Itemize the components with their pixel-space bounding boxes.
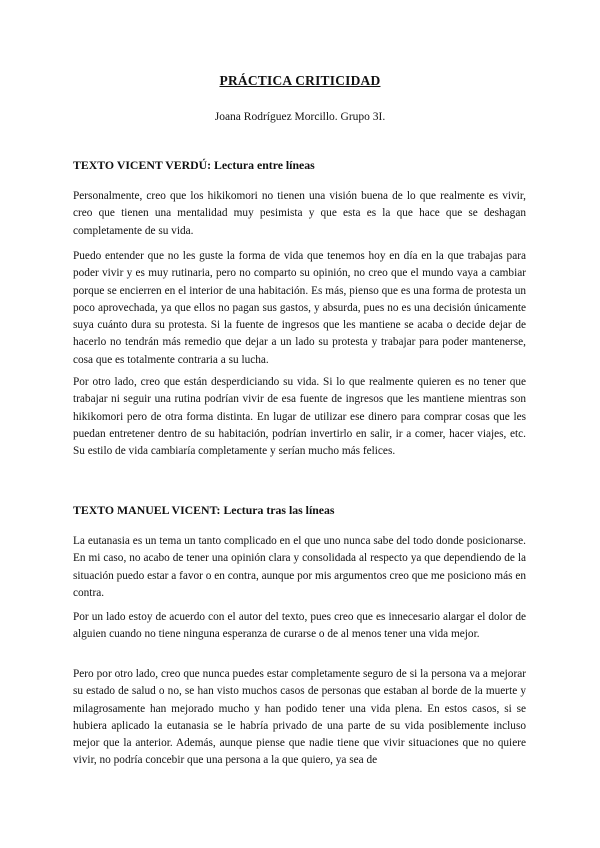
paragraph: Por un lado estoy de acuerdo con el autor del texto, pues creo que es innecesario alargar el dolor de alguien cuando no tiene ninguna esperanza de curarse o de al menos tener una vida mejor. [73, 611, 526, 641]
paragraph: La eutanasia es un tema un tanto complicado en el que uno nunca sabe del todo donde posicionarse. En mi caso, no acabo de tener una opinión clara y consolidada al respecto ya que dependiendo de la situación puedo estar a favor o en contra, aunque por mis argumentos creo que me posiciono más en contra. [73, 535, 526, 599]
author-line: Joana Rodríguez Morcillo. Grupo 3I. [214, 111, 386, 123]
paragraph: Pero por otro lado, creo que nunca puedes estar completamente seguro de si la persona va a mejorar su estado de salud o no, se han visto muchos casos de personas que estaban al borde de la muerte y milagrosamente han mejorado mucho y han podido tener una vida plena. En estos casos, si se hubiera aplicado la eutanasia se le habría privado de una parte de su vida posiblemente incluso mejor que la anterior. Además, aunque piense que nadie tiene que vivir situaciones que no quiere vivir, no podría concebir que una persona a la que quiero, ya sea de [73, 668, 526, 767]
paragraph: Personalmente, creo que los hikikomori no tienen una visión buena de lo que realmente es vivir, creo que tienen una mentalidad muy pesimista y que esta es la que hace que se deshagan completamente de su vida. [73, 190, 526, 237]
paragraph: Puedo entender que no les guste la forma de vida que tenemos hoy en día en la que trabajas para poder vivir y es muy rutinaria, pero no comparto su opinión, no creo que el mundo vaya a cambiar porque se encierren en el interior de una habitación. Es más, pienso que es una forma de protesta un poco aprovechada, ya que ellos no pagan sus gastos, y absurda, pues no es una decisión únicamente suya cuánto dura su protesta. Si la fuente de ingresos que les mantiene se acaba o decide dejar de hacerlo no tendrán más remedio que dejar a un lado su protesta y trabajar para poder mantenerse, cosa que es totalmente contraria a su lucha. [73, 250, 526, 366]
document-title: PRÁCTICA CRITICIDAD [219, 73, 381, 88]
section-heading-verdu: TEXTO VICENT VERDÚ: Lectura entre líneas [73, 158, 315, 172]
section-heading-manuel-vicent: TEXTO MANUEL VICENT: Lectura tras las líneas [73, 503, 335, 517]
paragraph: Por otro lado, creo que están desperdiciando su vida. Si lo que realmente quieren es no tener que trabajar ni seguir una rutina podrían vivir de esa fuente de ingresos que les mantiene mientras son hikikomori pero de otra forma distinta. En lugar de utilizar ese dinero para comprar cosas que les puedan entretener dentro de su habitación, podrían invertirlo en salir, ir a comer, hacer viajes, etc. Su estilo de vida cambiaría completamente y serían mucho más felices. [73, 376, 526, 458]
